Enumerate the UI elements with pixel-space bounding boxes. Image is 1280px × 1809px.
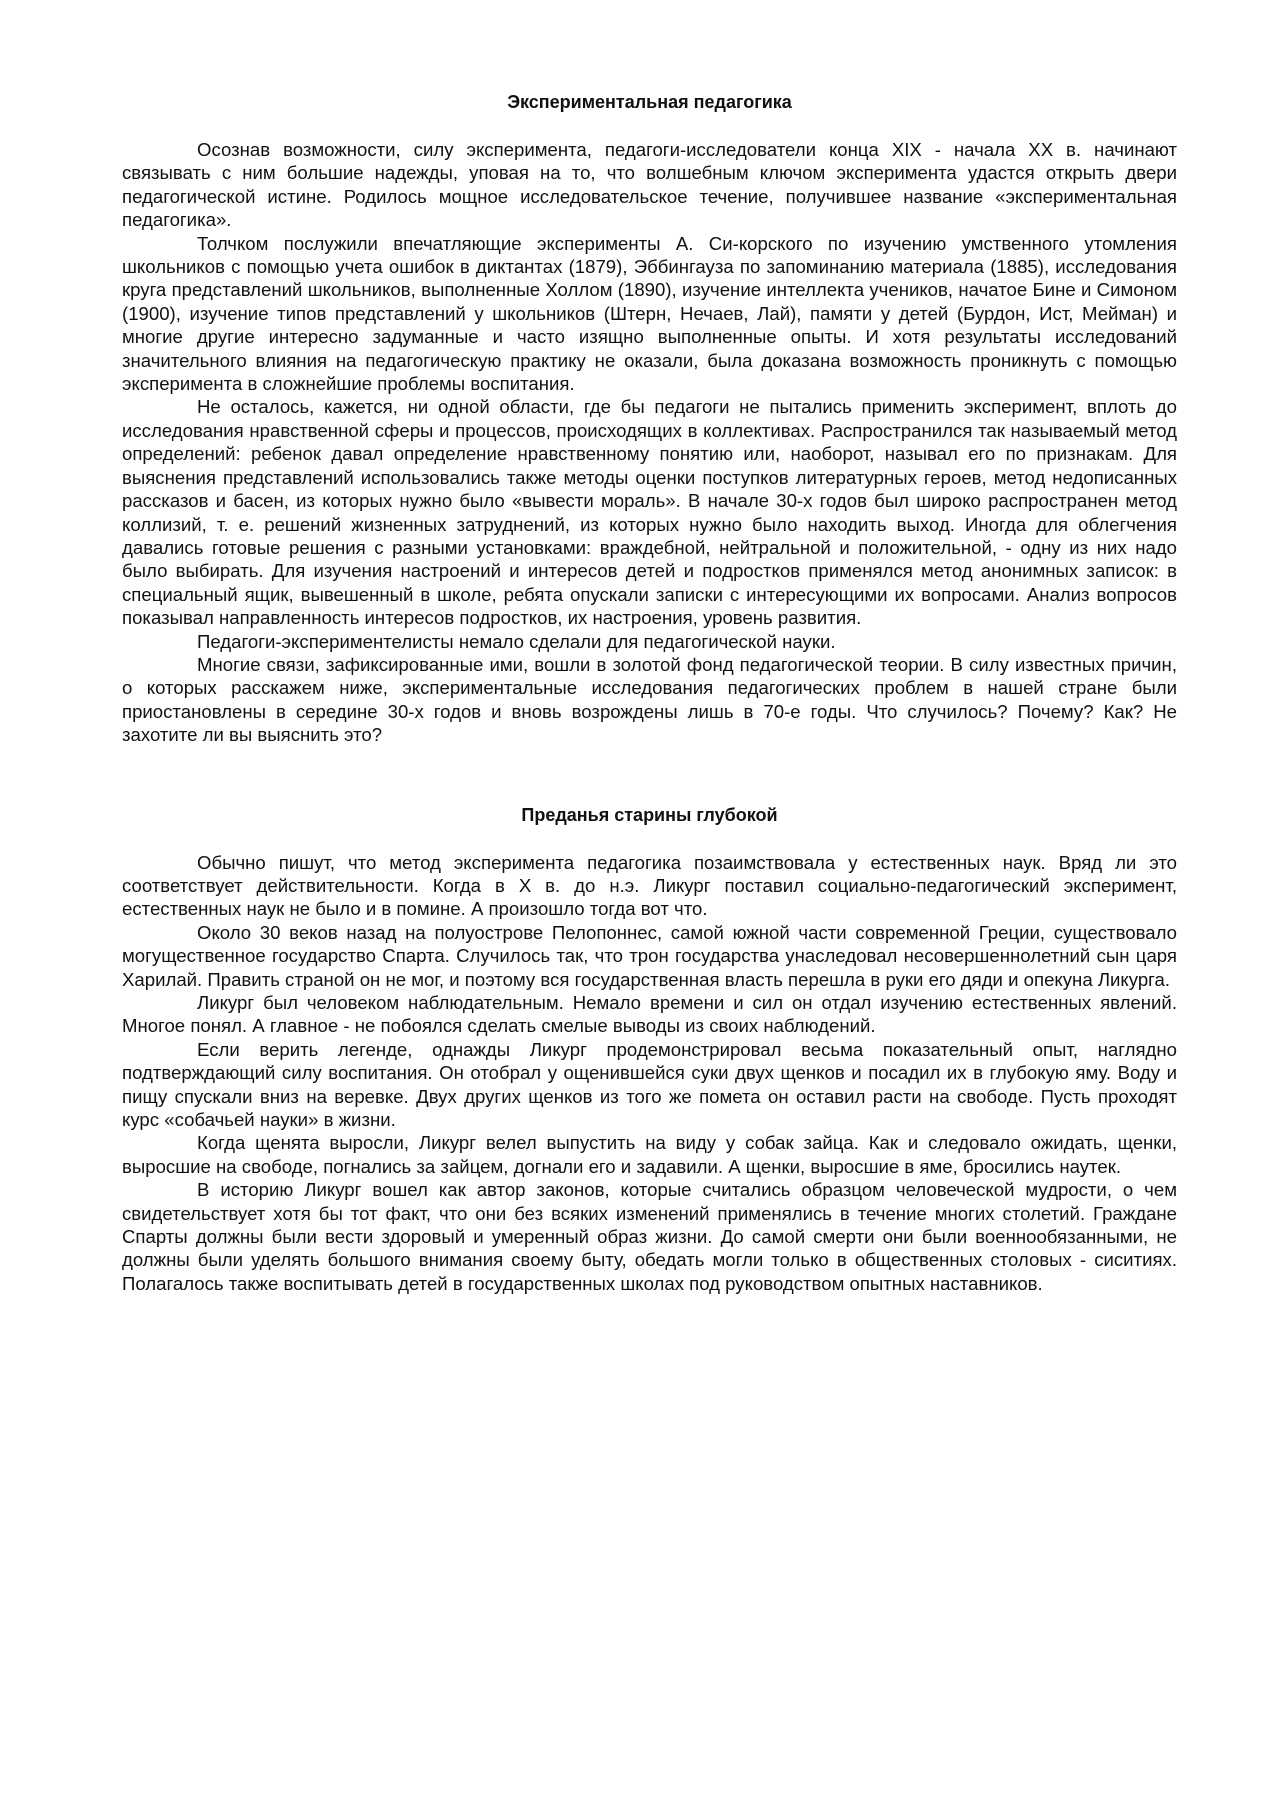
- paragraph: Когда щенята выросли, Ликург велел выпустить на виду у собак зайца. Как и следовало ожидать, щенки, выросшие на свободе, погнались за зайцем, догнали его и задавили. А щенки, выросшие в яме, бросились наутек.: [122, 1132, 1177, 1177]
- paragraph: Педагоги-экспериментелисты немало сделали для педагогической науки.: [197, 630, 836, 652]
- section-heading: Преданья старины глубокой: [521, 804, 778, 825]
- section-experimental-pedagogy: [122, 88, 1177, 747]
- paragraph: Если верить легенде, однажды Ликург продемонстрировал весьма показательный опыт, наглядно подтверждающий силу воспитания. Он отобрал у ощенившейся суки двух щенков и посадил их в глубокую яму. Воду и пищу спускали вниз на веревке. Двух других щенков из того же помета он оставил расти на свободе. Пусть проходят курс «собачьей науки» в жизни.: [122, 1038, 1177, 1131]
- section-ancient-legends: [122, 801, 1177, 1296]
- paragraph: Осознав возможности, силу эксперимента, педагоги-исследователи конца XIX - начала XX в. начинают связывать с ним большие надежды, уповая на то, что волшебным ключом эксперимента удастся открыть двери педагогической истине. Родилось мощное исследовательское течение, получившее название «экспериментальная педагогика».: [122, 139, 1177, 231]
- paragraph: Около 30 веков назад на полуострове Пелопоннес, самой южной части современной Греции, существовало могущественное государство Спарта. Случилось так, что трон государства унаследовал несовершеннолетний сын царя Харилай. Править страной он не мог, и поэтому вся государственная власть перешла в руки его дяди и опекуна Ликурга.: [122, 921, 1177, 990]
- document-page: [122, 88, 1177, 1295]
- section-heading: Экспериментальная педагогика: [507, 92, 792, 112]
- paragraph: Ликург был человеком наблюдательным. Немало времени и сил он отдал изучению естественных явлений. Многое понял. А главное - не побоялся сделать смелые выводы из своих наблюдений.: [122, 992, 1177, 1037]
- paragraph: Обычно пишут, что метод эксперимента педагогика позаимствовала у естественных наук. Вряд ли это соответствует действительности. Когда в X в. до н.э. Ликург поставил социально-педагогический эксперимент, естественных наук не было и в помине. А произошло тогда вот что.: [122, 851, 1177, 920]
- paragraph: Толчком послужили впечатляющие эксперименты А. Си-корского по изучению умственного утомления школьников с помощью учета ошибок в диктантах (1879), Эббингауза по запоминанию материала (1885), исследования круга представлений школьников, выполненные Холлом (1890), изучение интеллекта учеников, начатое Бине и Симоном (1900), изучение типов представлений у школьников (Штерн, Нечаев, Лай), памяти у детей (Бурдон, Ист, Мейман) и многие другие интересно задуманные и часто изящно выполненные опыты. И хотя результаты исследований значительного влияния на педагогическую практику не оказали, была доказана возможность проникнуть с помощью эксперимента в сложнейшие проблемы воспитания.: [122, 232, 1177, 395]
- paragraph: Многие связи, зафиксированные ими, вошли в золотой фонд педагогической теории. В силу известных причин, о которых расскажем ниже, экспериментальные исследования педагогических проблем в нашей стране были приостановлены в середине 30-х годов и вновь возрождены лишь в 70-е годы. Что случилось? Почему? Как? Не захотите ли вы выяснить это?: [122, 653, 1177, 746]
- paragraph: Не осталось, кажется, ни одной области, где бы педагоги не пытались применить эксперимент, вплоть до исследования нравственной сферы и процессов, происходящих в коллективах. Распространился так называемый метод определений: ребенок давал определение нравственному понятию или, наоборот, называл его по признакам. Для выяснения представлений использовались также методы оценки поступков литературных героев, метод недописанных рассказов и басен, из которых нужно было «вывести мораль». В начале 30-х годов был широко распространен метод коллизий, т. е. решений жизненных затруднений, из которых нужно было находить выход. Иногда для облегчения давались готовые решения с разными установками: враждебной, нейтральной и положительной, - одну из них надо было выбирать. Для изучения настроений и интересов детей и подростков применялся метод анонимных записок: в специальный ящик, вывешенный в школе, ребята опускали записки с интересующими их вопросами. Анализ вопросов показывал направленность интересов подростков, их настроения, уровень развития.: [122, 396, 1177, 629]
- paragraph: В историю Ликург вошел как автор законов, которые считались образцом человеческой мудрости, о чем свидетельствует хотя бы тот факт, что они без всяких изменений применялись в течение многих столетий. Граждане Спарты должны были вести здоровый и умеренный образ жизни. До самой смерти они были военнообязанными, не должны были уделять большого внимания своему быту, обедать могли только в общественных столовых - сиситиях. Полагалось также воспитывать детей в государственных школах под руководством опытных наставников.: [122, 1179, 1177, 1294]
